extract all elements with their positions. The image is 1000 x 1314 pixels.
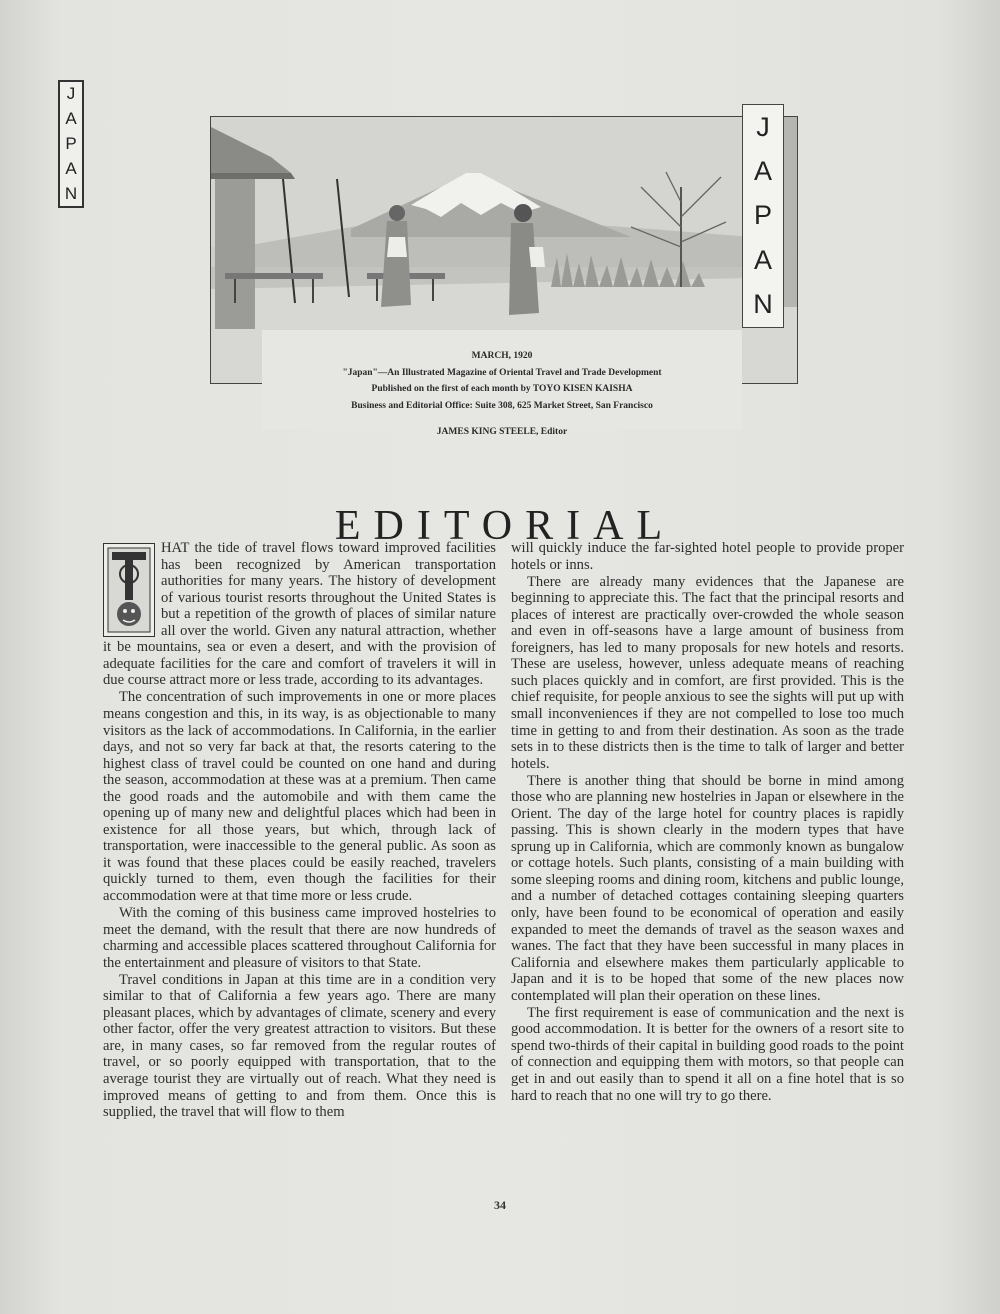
- banner-letter: N: [753, 289, 773, 320]
- editor-credit: JAMES KING STEELE, Editor: [436, 427, 568, 437]
- article-column-left: [103, 540, 496, 1121]
- japan-vertical-banner: [742, 104, 784, 328]
- side-tab-letter: A: [65, 109, 77, 129]
- side-tab-letter: J: [66, 84, 76, 104]
- banner-letter: A: [753, 244, 772, 275]
- article-column-right: [511, 540, 904, 1104]
- magazine-subtitle: "Japan"—An Illustrated Magazine of Oriental Travel and Trade Development: [342, 367, 662, 378]
- article-paragraph: There are already many evidences that the Japanese are beginning to appreciate this. The fact that the principal resorts and places of interest are practically over-crowded the whole season and even in off-seasons have a large amount of business from foreigners, has led to many proposals for new hotels and resorts. These are useless, however, unless adequate means of reaching such places quickly and in comfort, are first provided. This is the chief requisite, for people anxious to see the sights will put up with small inconveniences if they are not compelled to lose too much time in getting to and from their destination. As soon as the trade sets in to these districts then is the time to talk of larger and better hotels.: [511, 573, 904, 772]
- publisher-line: Published on the first of each month by TOYO KISEN KAISHA: [371, 384, 633, 394]
- article-paragraph: Travel conditions in Japan at this time are in a condition very similar to that of California a few years ago. There are many pleasant places, which by advantages of climate, scenery and every other factor, offer the very greatest attraction to visitors. But these are, in many cases, so far removed from the regular routes of travel, or so poorly equipped with transportation, that to the average tourist they are virtually out of reach. What they need is improved means of getting to and from them. Once this is supplied, the travel that will flow to them: [103, 971, 496, 1121]
- article-paragraph: With the coming of this business came improved hostelries to meet the demand, with the result that there are now hundreds of charming and accessible places scattered throughout California for the entertainment and pleasure of visitors to that State.: [103, 905, 496, 971]
- page-title: EDITORIAL: [334, 503, 676, 550]
- article-paragraph: [103, 540, 496, 689]
- banner-letter: A: [753, 156, 772, 187]
- banner-letter: J: [756, 111, 770, 142]
- office-address: Business and Editorial Office: Suite 308, 625 Market Street, San Francisco: [351, 400, 653, 411]
- ornamental-initial-icon: [104, 544, 154, 636]
- paragraph-text: HAT the tide of travel flows toward improved facilities has been recognized by American transportation authorities for many years. The history of development of various tourist resorts throughout the United States is but a repetition of the growth of places of similar nature all over the world. Given any natural attraction, whether it be mountains, sea or even a desert, and with the provision of adequate facilities for the care and comfort of travelers it will in due course attract more or less trade, according to its advantages.: [103, 540, 496, 689]
- banner-letter: P: [753, 200, 772, 231]
- drop-cap-t-ornament: [103, 543, 155, 637]
- side-tab-letter: N: [64, 183, 78, 203]
- side-tab-letter: P: [65, 133, 77, 153]
- article-paragraph: There is another thing that should be borne in mind among those who are planning new hostelries in Japan or elsewhere in the Orient. The day of the large hotel for country places is rapidly passing. This is shown clearly in the modern types that have sprung up in California, which are commonly known as bungalow or cottage hotels. Such plants, consisting of a main building with some sleeping rooms and dining room, kitchens and public lounge, and a number of detached cottages containing sleeping quarters only, have been found to be economical of operation and easily expanded to meet the demands of travel as the season waxes and wanes. The fact that they have been successful in many places in California and elsewhere makes them particularly applicable to Japan and it is to be hoped that some of the new places now contemplated will plan their operation on these lines.: [511, 772, 904, 1004]
- article-paragraph: The first requirement is ease of communication and the next is good accommodation. It is better for the owners of a resort site to spend two-thirds of their capital in building good roads to the point of connection and equipping them with motors, so that people can get in and out easily than to spend it all on a fine hotel that is so hard to reach that no one will try to go there.: [511, 1004, 904, 1104]
- side-tab-letter: A: [65, 158, 77, 178]
- page-number: 34: [494, 1198, 506, 1212]
- article-paragraph: The concentration of such improvements in one or more places means congestion and this, in its way, is as objectionable to many visitors as the lack of accommodations. In California, in the earlier days, and not so very far back at that, the resorts catering to the highest class of travel could be counted on one hand and during the season, accommodation at these was at a premium. Then came the good roads and the automobile and with them came the opening up of many new and delightful places which had been in existence for all those years, but which, through lack of transportation, were inaccessible to the general public. As soon as it was found that these places could be easily reached, travelers quickly turned to them, even though the facilities for their accommodation were at that time more or less crude.: [103, 689, 496, 904]
- article-paragraph: will quickly induce the far-sighted hotel people to provide proper hotels or inns.: [511, 540, 904, 573]
- masthead: [262, 330, 742, 437]
- side-tab-japan: [58, 80, 84, 208]
- issue-date: MARCH, 1920: [471, 351, 533, 361]
